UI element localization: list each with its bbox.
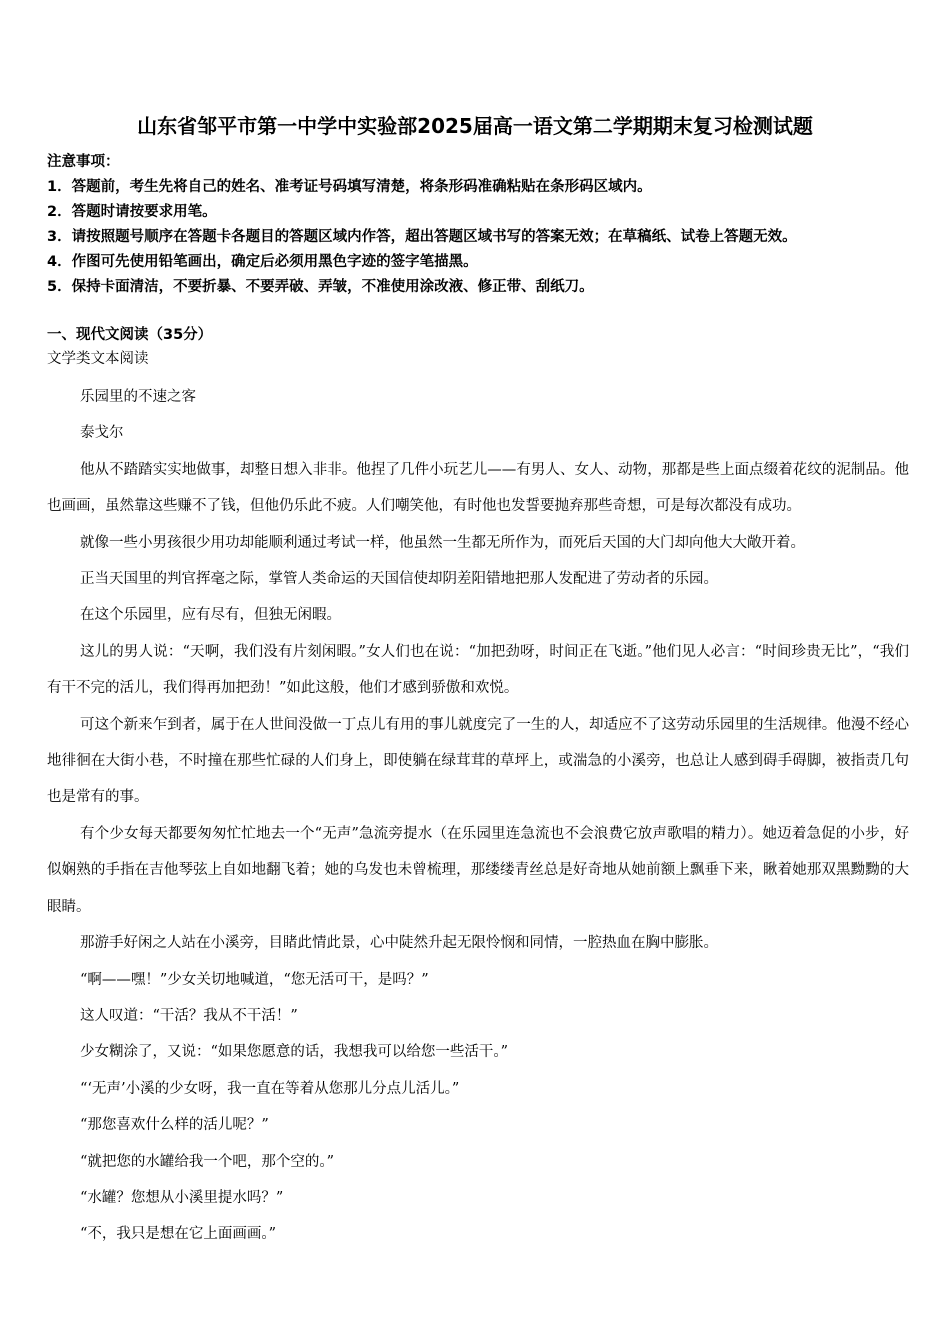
- story-paragraph: 可这个新来乍到者，属于在人世间没做一丁点儿有用的事儿就度完了一生的人，却适应不了这劳动乐园里的生活规律。他漫不经心地徘徊在大街小巷，不时撞在那些忙碌的人们身上，即使躺在绿茸茸的草坪上，或湍急的小溪旁，也总让人感到碍手碍脚，被指责几句也是常有的事。: [47, 716, 909, 806]
- story-paragraph: 那游手好闲之人站在小溪旁，目睹此情此景，心中陡然升起无限怜悯和同情，一腔热血在胸中膨胀。: [80, 935, 718, 952]
- story-paragraph: “就把您的水罐给我一个吧，那个空的。”: [80, 1153, 335, 1170]
- story-paragraph: 这儿的男人说：“天啊，我们没有片刻闲暇。”女人们也在说：“加把劲呀，时间正在飞逝。”他们见人必言：“时间珍贵无比”，“我们有干不完的活儿，我们得再加把劲！”如此这般，他们才感到骄傲和欢悦。: [47, 643, 909, 697]
- story-paragraph: “水罐？您想从小溪里提水吗？”: [80, 1189, 284, 1206]
- notice-item: 2．答题时请按要求用笔。: [47, 204, 217, 220]
- story-author: 泰戈尔: [80, 425, 124, 442]
- story-paragraph: 他从不踏踏实实地做事，却整日想入非非。他捏了几件小玩艺儿——有男人、女人、动物，那都是些上面点缀着花纹的泥制品。他也画画，虽然靠这些赚不了钱，但他仍乐此不疲。人们嘲笑他，有时他也发誓要抛弃那些奇想，可是每次都没有成功。: [47, 461, 909, 515]
- story-paragraph: 少女糊涂了，又说：“如果您愿意的话，我想我可以给您一些活干。”: [80, 1044, 509, 1061]
- story-paragraph: 有个少女每天都要匆匆忙忙地去一个“无声”急流旁提水（在乐园里连急流也不会浪费它放声歌唱的精力）。她迈着急促的小步，好似娴熟的手指在吉他琴弦上自如地翻飞着；她的乌发也未曾梳理，那缕缕青丝总是好奇地从她前额上飘垂下来，瞅着她那双黑黝黝的大眼睛。: [47, 825, 909, 915]
- story-text: [47, 379, 909, 1253]
- story-paragraph: 这人叹道：“干活？我从不干活！”: [80, 1007, 298, 1024]
- story-paragraph: “那您喜欢什么样的活儿呢？”: [80, 1117, 269, 1134]
- story-paragraph: 在这个乐园里，应有尽有，但独无闲暇。: [80, 607, 341, 624]
- story-paragraph: “啊——嘿！”少女关切地喊道，“您无活可干，是吗？”: [80, 971, 429, 988]
- section-heading: 一、现代文阅读（35分）: [47, 327, 213, 343]
- story-paragraph: 就像一些小男孩很少用功却能顺利通过考试一样，他虽然一生都无所作为，而死后天国的大门却向他大大敞开着。: [80, 534, 805, 551]
- section-subheading: 文学类文本阅读: [47, 351, 149, 367]
- story-paragraph: “‘无声’小溪的少女呀，我一直在等着从您那儿分点儿活儿。”: [80, 1080, 460, 1097]
- story-paragraph: “不，我只是想在它上面画画。”: [80, 1226, 277, 1243]
- notice-heading: 注意事项：: [47, 154, 120, 170]
- notice-item: 1．答题前，考生先将自己的姓名、准考证号码填写清楚，将条形码准确粘贴在条形码区域内。: [47, 179, 652, 195]
- section-header: [47, 323, 212, 371]
- page-title: 山东省邹平市第一中学中实验部2025届高一语文第二学期期末复习检测试题: [137, 114, 813, 138]
- notice-item: 3．请按照题号顺序在答题卡各题目的答题区域内作答，超出答题区域书写的答案无效；在草稿纸、试卷上答题无效。: [47, 229, 797, 245]
- story-paragraph: 正当天国里的判官挥毫之际，掌管人类命运的天国信使却阴差阳错地把那人发配进了劳动者的乐园。: [80, 571, 718, 588]
- story-title: 乐园里的不速之客: [80, 389, 196, 405]
- notice-item: 5．保持卡面清洁，不要折暴、不要弄破、弄皱，不准使用涂改液、修正带、刮纸刀。: [47, 279, 594, 295]
- notice-block: [47, 150, 917, 300]
- notice-item: 4．作图可先使用铅笔画出，确定后必须用黑色字迹的签字笔描黑。: [47, 254, 478, 270]
